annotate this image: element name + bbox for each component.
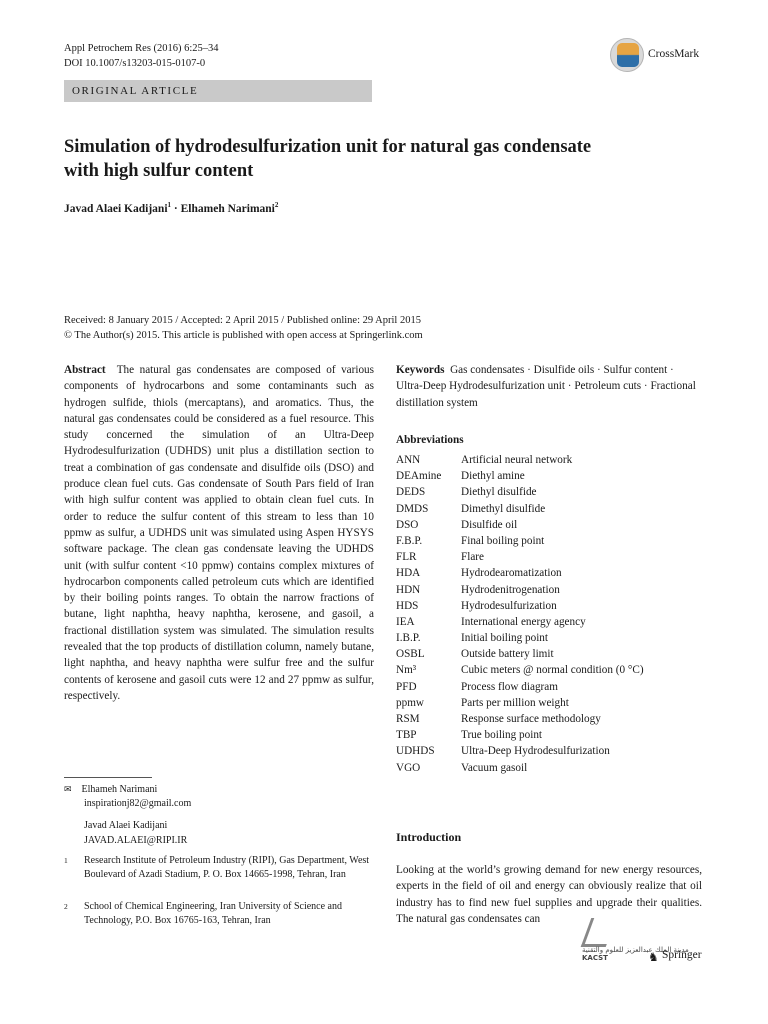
abbreviation-definition: Outside battery limit xyxy=(461,648,554,661)
springer-wordmark: Springer xyxy=(662,949,702,961)
keywords-label: Keywords xyxy=(396,364,445,376)
crossmark-badge[interactable] xyxy=(610,38,730,78)
springer-horse-icon: ♞ xyxy=(648,950,659,964)
abbreviation-definition: Artificial neural network xyxy=(461,454,573,466)
abbreviation-definition: Flare xyxy=(461,551,484,564)
article-title: Simulation of hydrodesulfurization unit for natural gas condensate with high sulfur content xyxy=(64,137,592,181)
abbreviation-term: ppmw xyxy=(396,696,424,709)
abbreviation-definition: Vacuum gasoil xyxy=(461,761,528,774)
abbreviation-term: DEAmine xyxy=(396,470,442,483)
abbreviation-row xyxy=(396,760,706,776)
introduction-heading: Introduction xyxy=(396,830,462,844)
keywords-text: Gas condensates · Disulfide oils · Sulfur content · Ultra-Deep Hydrodesulfurization unit · Petroleum cuts · Fractional distillation system xyxy=(396,364,696,409)
abbreviation-row xyxy=(396,452,706,468)
corr-name-2: Javad Alaei Kadijani xyxy=(84,820,168,832)
corr-name-1: Elhameh Narimani xyxy=(81,784,158,795)
publisher-logos xyxy=(582,918,706,968)
abbreviation-row xyxy=(396,614,706,630)
abbreviation-definition: True boiling point xyxy=(461,729,543,742)
abbreviation-definition: Ultra-Deep Hydrodesulfurization xyxy=(461,745,610,758)
affiliation-1-text: Research Institute of Petroleum Industry (RIPI), Gas Department, West Boulevard of Azadi Stadium, P. O. Box 14665-1998, Tehran, Iran xyxy=(84,855,370,881)
abbreviation-term: TBP xyxy=(396,729,417,742)
abbreviation-term: HDA xyxy=(396,567,421,580)
abbreviation-row xyxy=(396,533,706,549)
abbreviation-definition: Initial boiling point xyxy=(461,632,549,645)
abbreviation-row xyxy=(396,598,706,614)
abbreviation-term: FLR xyxy=(396,551,417,564)
abbreviation-row xyxy=(396,501,706,517)
abbreviations-list xyxy=(396,452,706,776)
abbreviation-definition: Diethyl amine xyxy=(461,470,525,483)
abbreviation-row xyxy=(396,727,706,743)
abbreviation-term: HDN xyxy=(396,583,421,596)
abbreviation-row xyxy=(396,679,706,695)
abbreviations-heading: Abbreviations xyxy=(396,434,464,446)
abbreviation-term: ANN xyxy=(396,454,421,466)
abstract-text: The natural gas condensates are composed of various components of hydrocarbons and some contaminants such as hydrogen sulfide, thiols (mercaptans), and aromatics. Thus, the natural gas condensates could be considered as a fuel resource. This study concerned the simulation of an Ultra-Deep Hydrodesulfurization (UDHDS) unit plus a distillation section to treat a combination of gas condensate and disulfide oils (DSO) and produce clean fuel cuts. Gas condensate of South Pars field of Iran with high sulfur content was applied to obtain clean fuel cuts. In order to reduce the sulfur content of this stream to less than 10 ppmw as sulfur, a UDHDS unit was simulated using Aspen HYSYS software package. The clean gas condensate leaving the UDHDS unit (with sulfur content <10 ppmw) contains complex mixtures of hydrocarbon components called petroleum cuts which are identified by their boiling points ranges. To obtain the narrow fractions of butane, light naphtha, heavy naphtha, kerosene, and gasoil, a fractional distillation system was simulated. The simulation results revealed that the top products of distillation column, namely butane, light naphtha, and heavy naphtha were sulfur free and the sulfur contents of kerosene and gasoil cuts were 12 and 27 ppmw as sulfur, respectively. xyxy=(64,364,375,702)
abbreviation-definition: Process flow diagram xyxy=(461,680,558,693)
crossmark-label: CrossMark xyxy=(648,48,700,60)
author-1: Javad Alaei Kadijani xyxy=(64,202,168,215)
article-type-banner: ORIGINAL ARTICLE xyxy=(64,80,372,102)
corr-email-2[interactable]: JAVAD.ALAEI@RIPI.IR xyxy=(84,834,188,846)
abbreviation-definition: Parts per million weight xyxy=(461,696,569,709)
corr-email-1[interactable]: inspirationj82@gmail.com xyxy=(84,798,192,810)
doi-line: DOI 10.1007/s13203-015-0107-0 xyxy=(64,58,206,69)
affiliation-2 xyxy=(64,900,374,928)
publication-history: Received: 8 January 2015 / Accepted: 2 April 2015 / Published online: 29 April 2015 xyxy=(64,315,421,326)
abbreviation-term: RSM xyxy=(396,713,420,725)
abbreviation-term: F.B.P. xyxy=(396,534,423,547)
footnote-divider xyxy=(64,777,152,778)
abbreviation-term: PFD xyxy=(396,680,417,693)
abbreviation-term: DEDS xyxy=(396,486,426,499)
abbreviation-definition: Diethyl disulfide xyxy=(461,486,537,499)
author-2-affil: 2 xyxy=(274,201,279,209)
abbreviation-definition: Final boiling point xyxy=(461,534,545,547)
kacst-wordmark: مدينة الملك عبدالعزيز للعلوم والتقنية KACST xyxy=(582,946,689,962)
crossmark-icon xyxy=(610,38,644,72)
affiliation-1-number: 1 xyxy=(64,856,68,865)
abbreviation-term: OSBL xyxy=(396,648,425,661)
abbreviation-row xyxy=(396,646,706,662)
affiliation-2-number: 2 xyxy=(64,902,68,911)
abbreviation-definition: Hydrodesulfurization xyxy=(461,599,557,612)
abstract-label: Abstract xyxy=(64,364,106,376)
abbreviation-term: HDS xyxy=(396,599,419,612)
abbreviation-definition: Hydrodenitrogenation xyxy=(461,583,560,596)
abbreviation-definition: Dimethyl disulfide xyxy=(461,502,546,515)
abbreviation-term: IEA xyxy=(396,615,415,628)
abbreviation-row xyxy=(396,517,706,533)
abbreviation-row xyxy=(396,630,706,646)
affiliation-2-text: School of Chemical Engineering, Iran University of Science and Technology, P.O. Box 16765-163, Tehran, Iran xyxy=(84,901,342,927)
author-2: Elhameh Narimani xyxy=(180,202,275,215)
author-separator: · xyxy=(171,202,181,215)
journal-citation: Appl Petrochem Res (2016) 6:25–34 xyxy=(64,43,219,54)
introduction-text: Looking at the world’s growing demand for new energy resources, experts in the field of oil and energy can obviously realize that oil industry has to find new fuel supplies and upgrade their qualities. The natural gas condensates can xyxy=(396,864,702,925)
author-1-affil: 1 xyxy=(167,201,172,209)
keywords xyxy=(396,362,702,411)
author-list xyxy=(64,201,278,215)
abbreviation-definition: Cubic meters @ normal condition (0 °C) xyxy=(461,664,644,677)
abbreviation-row xyxy=(396,743,706,759)
abbreviation-row xyxy=(396,565,706,581)
abbreviation-row xyxy=(396,468,706,484)
abbreviation-definition: Hydrodearomatization xyxy=(461,567,562,580)
abbreviation-definition: International energy agency xyxy=(461,615,586,628)
kacst-logo-icon xyxy=(581,918,617,947)
abbreviation-row xyxy=(396,549,706,565)
abbreviation-term: DMDS xyxy=(396,502,429,515)
abbreviation-row xyxy=(396,662,706,678)
correspondence-block xyxy=(64,782,191,848)
abbreviation-term: DSO xyxy=(396,518,419,531)
abbreviation-row xyxy=(396,484,706,500)
abbreviation-term: VGO xyxy=(396,761,421,774)
abbreviation-row xyxy=(396,695,706,711)
envelope-icon: ✉ xyxy=(64,784,72,794)
abstract xyxy=(64,362,374,704)
abbreviation-definition: Response surface methodology xyxy=(461,713,601,725)
abbreviation-row xyxy=(396,582,706,598)
abbreviation-term: UDHDS xyxy=(396,745,435,758)
abbreviation-term: Nm³ xyxy=(396,664,417,677)
license-line: © The Author(s) 2015. This article is published with open access at Springerlink.com xyxy=(64,330,423,341)
abbreviation-row xyxy=(396,711,706,727)
abbreviation-term: I.B.P. xyxy=(396,632,421,645)
abbreviation-definition: Disulfide oil xyxy=(461,518,518,531)
affiliation-1 xyxy=(64,854,374,882)
